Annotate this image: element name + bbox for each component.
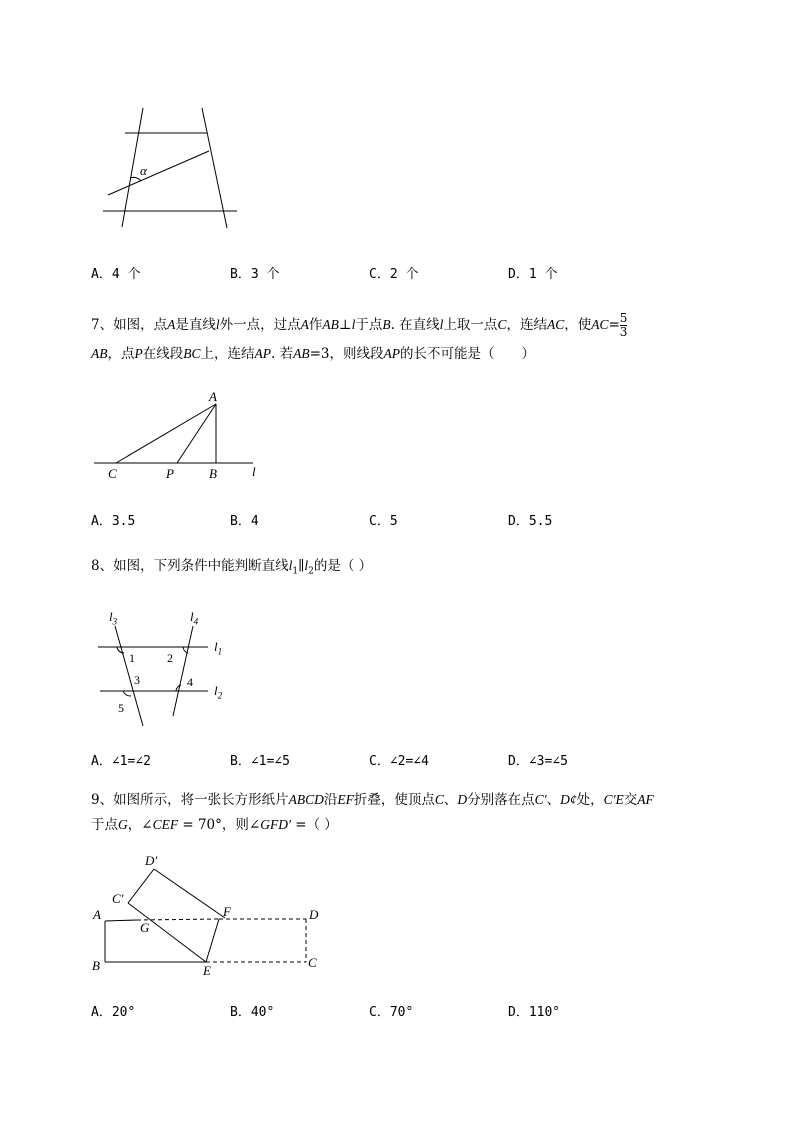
q7-option-c[interactable]: C．5 — [369, 514, 398, 529]
q7-option-b[interactable]: B．4 — [230, 514, 259, 529]
fraction-five-thirds: $\frac{5}{3}$ — [619, 311, 628, 339]
q8-angle-4: 4 — [187, 675, 193, 689]
q9-stem-line2: 于点G，∠CEF = 70°，则∠GFD′ =（ ） — [91, 817, 338, 833]
q9-label-b: B — [92, 958, 100, 973]
q9-label-a: A — [93, 907, 101, 922]
q7-label-c: C — [108, 466, 117, 481]
q8-label-l4: $l_4$ — [190, 609, 199, 627]
q8-label-l3: $l_3$ — [109, 609, 118, 627]
q7-label-b: B — [209, 466, 217, 481]
q8-option-b[interactable]: B．∠1=∠5 — [230, 754, 290, 769]
q9-option-c[interactable]: C．70° — [369, 1005, 414, 1020]
q9-option-b[interactable]: B．40° — [230, 1005, 275, 1020]
q8-stem: 8、如图，下列条件中能判断直线$l_1\parallel l_2$的是（ ） — [91, 558, 373, 577]
q9-label-e: E — [203, 963, 211, 978]
q7-label-l: l — [252, 464, 256, 479]
q8-angle-1: 1 — [129, 651, 135, 665]
q9-option-d[interactable]: D．110° — [508, 1005, 561, 1020]
q7-option-d[interactable]: D．5.5 — [508, 514, 553, 529]
q8-label-l2: $l_2$ — [214, 683, 223, 701]
q6-option-b[interactable]: B．3 个 — [230, 267, 280, 282]
q7-stem-line1: 7、如图，点A是直线l外一点，过点A作AB⊥l于点B. 在直线l上取一点C，连结AC，使AC= $\frac{5}{3}$ — [91, 311, 628, 339]
q8-angle-5: 5 — [118, 701, 124, 715]
q8-angle-3: 3 — [134, 673, 140, 687]
q9-label-dp: D′ — [145, 853, 158, 868]
q8-label-l1: $l_1$ — [214, 639, 223, 657]
q9-label-g: G — [140, 920, 150, 935]
q9-label-f: F — [223, 904, 231, 919]
q8-option-c[interactable]: C．∠2=∠4 — [369, 754, 429, 769]
q9-label-cp: C′ — [112, 891, 124, 906]
q7-label-p: P — [166, 466, 174, 481]
q9-label-c: C — [308, 955, 317, 970]
q8-angle-2: 2 — [167, 651, 173, 665]
q9-stem-line1: 9、如图所示，将一张长方形纸片ABCD沿EF折叠，使顶点C、D分别落在点C′、D¢处，C′E交AF — [91, 792, 654, 808]
q6-option-c[interactable]: C．2 个 — [369, 267, 419, 282]
q6-option-d[interactable]: D．1 个 — [508, 267, 558, 282]
q9-label-d: D — [309, 907, 319, 922]
q6-option-a[interactable]: A．4 个 — [91, 267, 141, 282]
q9-option-a[interactable]: A．20° — [91, 1005, 136, 1020]
q7-stem-line2: AB，点P在线段BC上，连结AP. 若AB=3，则线段AP的长不可能是（ ） — [91, 346, 536, 362]
q7-option-a[interactable]: A．3.5 — [91, 514, 136, 529]
q7-label-a: A — [209, 389, 217, 404]
q8-option-d[interactable]: D．∠3=∠5 — [508, 754, 568, 769]
alpha-label: α — [140, 163, 147, 178]
q8-option-a[interactable]: A．∠1=∠2 — [91, 754, 151, 769]
